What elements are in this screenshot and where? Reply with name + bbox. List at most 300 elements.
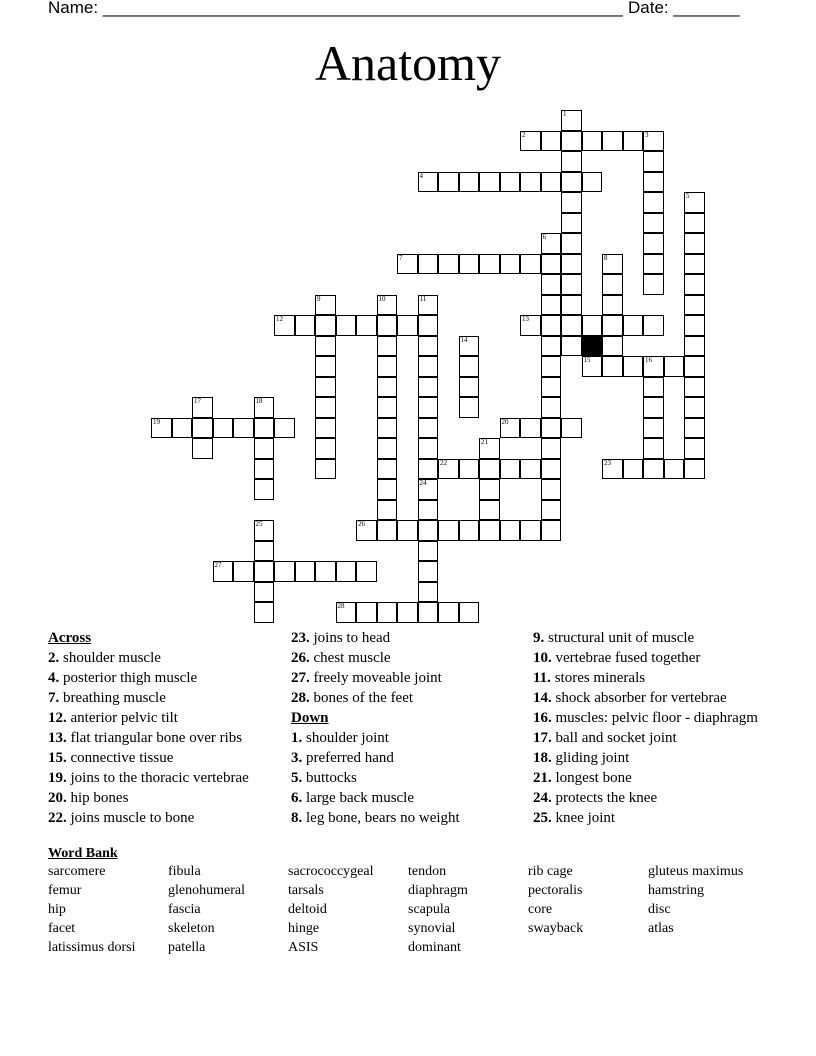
crossword-cell[interactable] (418, 418, 439, 439)
crossword-cell[interactable] (315, 377, 336, 398)
crossword-cell[interactable] (459, 254, 480, 275)
crossword-cell[interactable] (561, 336, 582, 357)
clue-item-text: connective tissue (66, 750, 174, 766)
clue-item-number: 27. (291, 670, 310, 686)
crossword-cell[interactable] (254, 438, 275, 459)
word-bank-word: swayback (528, 921, 584, 936)
crossword-cell[interactable] (418, 397, 439, 418)
word-bank-word: deltoid (288, 902, 327, 917)
clue-number: 17 (194, 397, 201, 405)
clue-item-number: 2. (48, 650, 60, 666)
word-bank-word: rib cage (528, 864, 573, 879)
crossword-cell[interactable] (377, 356, 398, 377)
word-bank-word: tendon (408, 864, 447, 879)
crossword-cell[interactable] (418, 459, 439, 480)
clue-item (533, 629, 773, 648)
crossword-cell[interactable] (459, 397, 480, 418)
clue-item-text: hip bones (66, 790, 129, 806)
crossword-cell[interactable] (377, 459, 398, 480)
clue-item (533, 769, 773, 788)
clue-number: 8 (604, 253, 608, 262)
clue-item (533, 649, 773, 668)
clue-item-text: vertebrae fused together (551, 650, 701, 666)
clue-number: 3 (645, 130, 649, 139)
clue-item-text: ball and socket joint (551, 730, 677, 746)
down-clue-list (291, 729, 541, 828)
crossword-cell[interactable] (643, 459, 664, 480)
clue-item-text: shock absorber for vertebrae (551, 690, 727, 706)
word-bank-word: latissimus dorsi (48, 940, 136, 955)
crossword-cell[interactable] (602, 274, 623, 295)
crossword-cell[interactable] (643, 418, 664, 439)
crossword-cell[interactable] (418, 254, 439, 275)
crossword-cell[interactable] (274, 418, 295, 439)
crossword-cell[interactable] (643, 192, 664, 213)
page-title: Anatomy (314, 35, 502, 91)
clue-item-number: 3. (291, 750, 303, 766)
crossword-cell[interactable] (336, 561, 357, 582)
crossword-cell[interactable] (541, 131, 562, 152)
crossword-cell[interactable] (684, 418, 705, 439)
clues-column-2 (291, 628, 541, 828)
clue-number: 16 (645, 356, 652, 364)
clue-item-text: longest bone (551, 770, 632, 786)
clue-item (291, 749, 541, 768)
clue-item (291, 789, 541, 808)
crossword-cell[interactable] (438, 172, 459, 193)
crossword-cell[interactable] (295, 315, 316, 336)
crossword-cell[interactable] (377, 397, 398, 418)
crossword-cell[interactable] (541, 418, 562, 439)
clue-item-number: 10. (533, 650, 552, 666)
crossword-cell[interactable] (254, 602, 275, 623)
crossword-cell[interactable] (684, 295, 705, 316)
crossword-cell[interactable] (500, 172, 521, 193)
crossword-cell[interactable] (561, 274, 582, 295)
crossword-cell[interactable] (438, 602, 459, 623)
crossword-cell[interactable] (397, 602, 418, 623)
clue-number: 6 (542, 233, 546, 241)
word-bank-word: synovial (408, 921, 456, 936)
clue-item-text: structural unit of muscle (544, 630, 695, 646)
crossword-block (582, 336, 603, 357)
crossword-cell[interactable] (643, 274, 664, 295)
crossword-cell[interactable] (684, 315, 705, 336)
clue-item (533, 709, 773, 728)
clue-item (48, 669, 298, 688)
clue-item-text: shoulder muscle (59, 650, 161, 666)
crossword-cell[interactable] (541, 520, 562, 541)
crossword-cell[interactable] (254, 418, 275, 439)
crossword-cell[interactable] (418, 602, 439, 623)
crossword-cell[interactable] (623, 459, 644, 480)
crossword-cell[interactable] (315, 397, 336, 418)
word-bank-title: Word Bank (48, 846, 118, 861)
clue-item-number: 18. (533, 750, 552, 766)
word-bank-word: fascia (168, 902, 201, 917)
crossword-cell[interactable] (520, 418, 541, 439)
clue-number: 18 (255, 397, 263, 405)
clue-item-number: 25. (533, 810, 552, 826)
crossword-cell[interactable] (520, 520, 541, 541)
clue-number: 15 (583, 356, 591, 364)
crossword-cell[interactable] (541, 377, 562, 398)
clue-item-text: leg bone, bears no weight (302, 810, 460, 826)
crossword-cell[interactable] (418, 315, 439, 336)
crossword-cell[interactable] (377, 520, 398, 541)
crossword-cell[interactable] (541, 172, 562, 193)
clue-item-number: 4. (48, 670, 60, 686)
crossword-cell[interactable] (315, 418, 336, 439)
clue-number: 26 (358, 520, 365, 528)
crossword-cell[interactable] (377, 602, 398, 623)
crossword-cell[interactable] (213, 418, 234, 439)
crossword-cell[interactable] (541, 438, 562, 459)
clue-item (291, 689, 541, 708)
clue-item-number: 17. (533, 730, 552, 746)
clue-number: 24 (419, 479, 427, 487)
crossword-cell[interactable] (418, 582, 439, 603)
word-bank-word: core (528, 902, 553, 917)
crossword-cell[interactable] (541, 397, 562, 418)
crossword-cell[interactable] (397, 520, 418, 541)
crossword-cell[interactable] (377, 418, 398, 439)
crossword-cell[interactable] (643, 172, 664, 193)
clue-item-number: 16. (533, 710, 552, 726)
crossword-cell[interactable] (684, 438, 705, 459)
crossword-cell[interactable] (561, 315, 582, 336)
clue-item-text: buttocks (302, 770, 357, 786)
crossword-cell[interactable] (377, 500, 398, 521)
crossword-cell[interactable] (233, 418, 254, 439)
clues-column-1 (48, 628, 298, 828)
crossword-cell[interactable] (643, 254, 664, 275)
crossword-cell[interactable] (500, 520, 521, 541)
word-bank-word: hamstring (648, 883, 704, 898)
crossword-cell[interactable] (561, 254, 582, 275)
clue-number: 27 (214, 561, 222, 569)
crossword-cell[interactable] (684, 233, 705, 254)
crossword-cell[interactable] (623, 131, 644, 152)
clue-item-number: 24. (533, 790, 552, 806)
clue-item-text: flat triangular bone over ribs (66, 730, 243, 746)
crossword-cell[interactable] (684, 459, 705, 480)
crossword-cell[interactable] (541, 479, 562, 500)
crossword-cell[interactable] (479, 254, 500, 275)
clue-item-text: joins to the thoracic vertebrae (66, 770, 249, 786)
crossword-cell[interactable] (254, 479, 275, 500)
clue-number: 25 (255, 520, 263, 528)
crossword-cell[interactable] (459, 356, 480, 377)
crossword-cell[interactable] (500, 459, 521, 480)
crossword-cell[interactable] (602, 131, 623, 152)
crossword-cell[interactable] (254, 582, 275, 603)
down-clue-list-continued (533, 629, 773, 828)
crossword-cell[interactable] (336, 315, 357, 336)
crossword-cell[interactable] (643, 397, 664, 418)
across-clue-list-continued (291, 629, 541, 708)
crossword-cell[interactable] (254, 459, 275, 480)
crossword-cell[interactable] (233, 561, 254, 582)
clue-item (291, 649, 541, 668)
crossword-cell[interactable] (541, 295, 562, 316)
crossword-cell[interactable] (541, 254, 562, 275)
clue-item-text: knee joint (551, 810, 616, 826)
crossword-cell[interactable] (643, 377, 664, 398)
crossword-cell[interactable] (295, 561, 316, 582)
crossword-cell[interactable] (582, 315, 603, 336)
clue-item (48, 649, 298, 668)
crossword-cell[interactable] (192, 418, 213, 439)
word-bank-word: hip (48, 902, 66, 917)
word-bank-word: ASIS (288, 940, 319, 955)
clue-number: 14 (460, 335, 468, 344)
crossword-cell[interactable] (315, 438, 336, 459)
word-bank-word: dominant (408, 940, 461, 955)
clue-item-number: 11. (533, 670, 551, 686)
clue-item (291, 769, 541, 788)
clue-item-text: bones of the feet (309, 690, 414, 706)
crossword-cell[interactable] (500, 254, 521, 275)
crossword-cell[interactable] (315, 561, 336, 582)
clue-item (48, 789, 298, 808)
clue-number: 23 (604, 458, 611, 467)
crossword-cell[interactable] (664, 459, 685, 480)
word-bank-word: fibula (168, 864, 201, 879)
clue-item-number: 13. (48, 730, 67, 746)
crossword-cell[interactable] (418, 561, 439, 582)
crossword-cell[interactable] (684, 336, 705, 357)
crossword-cell[interactable] (377, 438, 398, 459)
clue-item-number: 22. (48, 810, 67, 826)
crossword-cell[interactable] (643, 151, 664, 172)
crossword-cell[interactable] (561, 151, 582, 172)
crossword-cell[interactable] (479, 500, 500, 521)
clue-item-text: joins to head (309, 630, 391, 646)
clue-item-text: shoulder joint (302, 730, 389, 746)
clue-number: 4 (419, 171, 423, 180)
crossword-cell[interactable] (459, 602, 480, 623)
crossword-cell[interactable] (418, 438, 439, 459)
clue-number: 10 (378, 294, 386, 303)
crossword-cell[interactable] (520, 172, 541, 193)
crossword-cell[interactable] (418, 520, 439, 541)
crossword-cell[interactable] (602, 336, 623, 357)
clue-item-number: 9. (533, 630, 545, 646)
crossword-cell[interactable] (172, 418, 193, 439)
clue-item-number: 6. (291, 790, 303, 806)
clue-item-text: joins muscle to bone (66, 810, 195, 826)
clue-item (533, 789, 773, 808)
crossword-cell[interactable] (520, 459, 541, 480)
crossword-cell[interactable] (418, 500, 439, 521)
clue-item-number: 5. (291, 770, 303, 786)
crossword-cell[interactable] (541, 315, 562, 336)
crossword-cell[interactable] (356, 602, 377, 623)
clue-number: 5 (686, 192, 690, 200)
crossword-cell[interactable] (459, 459, 480, 480)
clue-item (48, 769, 298, 788)
clue-item-number: 26. (291, 650, 310, 666)
clue-item (48, 709, 298, 728)
crossword-cell[interactable] (684, 254, 705, 275)
crossword-cell[interactable] (684, 397, 705, 418)
crossword-cell[interactable] (418, 356, 439, 377)
crossword-cell[interactable] (602, 295, 623, 316)
clue-item-text: breathing muscle (59, 690, 166, 706)
crossword-cell[interactable] (623, 315, 644, 336)
clue-item-text: preferred hand (302, 750, 394, 766)
crossword-cell[interactable] (479, 459, 500, 480)
crossword-cell[interactable] (561, 233, 582, 254)
clue-item-number: 23. (291, 630, 310, 646)
clue-number: 12 (276, 315, 283, 323)
crossword-cell[interactable] (561, 295, 582, 316)
crossword-cell[interactable] (582, 131, 603, 152)
clue-number: 13 (522, 315, 529, 323)
crossword-cell[interactable] (664, 356, 685, 377)
crossword-cell[interactable] (397, 315, 418, 336)
clue-item-text: anterior pelvic tilt (66, 710, 178, 726)
across-clue-list (48, 649, 298, 828)
word-bank-word: disc (648, 902, 671, 917)
crossword-cell[interactable] (377, 479, 398, 500)
clue-number: 20 (501, 417, 509, 426)
word-bank-word: hinge (288, 921, 320, 936)
word-bank-word: femur (48, 883, 82, 898)
word-bank-word: gluteus maximus (648, 864, 744, 879)
clue-item-number: 19. (48, 770, 67, 786)
crossword-cell[interactable] (561, 192, 582, 213)
clue-item (291, 629, 541, 648)
crossword-cell[interactable] (561, 213, 582, 234)
crossword-cell[interactable] (315, 356, 336, 377)
down-heading: Down (291, 710, 329, 726)
word-bank-word: sarcomere (48, 864, 106, 879)
clue-number: 7 (399, 253, 403, 262)
clue-item-text: posterior thigh muscle (59, 670, 198, 686)
clue-item-text: gliding joint (551, 750, 630, 766)
crossword-cell[interactable] (684, 356, 705, 377)
clue-item (48, 749, 298, 768)
clue-number: 28 (337, 602, 345, 610)
crossword-cell[interactable] (315, 336, 336, 357)
clue-number: 2 (522, 130, 526, 139)
crossword-cell[interactable] (438, 254, 459, 275)
crossword-cell[interactable] (643, 438, 664, 459)
crossword-cell[interactable] (254, 541, 275, 562)
clue-number: 21 (481, 438, 488, 446)
crossword-cell[interactable] (684, 377, 705, 398)
crossword-cell[interactable] (254, 561, 275, 582)
crossword-cell[interactable] (643, 213, 664, 234)
crossword-cell[interactable] (459, 172, 480, 193)
crossword-cell[interactable] (520, 254, 541, 275)
name-label: Name: (48, 0, 99, 17)
crossword-cell[interactable] (561, 131, 582, 152)
crossword-cell[interactable] (192, 438, 213, 459)
crossword-cell[interactable] (356, 561, 377, 582)
crossword-cell[interactable] (541, 274, 562, 295)
clue-number: 9 (317, 294, 321, 303)
crossword-cell[interactable] (623, 356, 644, 377)
crossword-cell[interactable] (602, 356, 623, 377)
clue-item (48, 689, 298, 708)
crossword-cell[interactable] (315, 459, 336, 480)
clue-item (291, 669, 541, 688)
word-bank-word: sacrococcygeal (288, 864, 374, 879)
crossword-cell[interactable] (418, 541, 439, 562)
crossword-cell[interactable] (479, 172, 500, 193)
clue-item-number: 28. (291, 690, 310, 706)
date-line: _______ (673, 0, 740, 17)
clue-item-text: chest muscle (309, 650, 391, 666)
crossword-cell[interactable] (541, 459, 562, 480)
clue-item-number: 8. (291, 810, 303, 826)
crossword-cell[interactable] (602, 315, 623, 336)
clue-item-number: 1. (291, 730, 303, 746)
word-bank-word: patella (168, 940, 206, 955)
clue-number: 22 (440, 458, 447, 467)
clue-number: 1 (563, 110, 567, 118)
crossword-cell[interactable] (377, 377, 398, 398)
clue-item-text: freely moveable joint (309, 670, 442, 686)
clue-number: 11 (419, 294, 427, 303)
crossword-cell[interactable] (479, 520, 500, 541)
crossword-cell[interactable] (541, 336, 562, 357)
crossword-cell[interactable] (643, 315, 664, 336)
clue-item-text: muscles: pelvic floor - diaphragm (551, 710, 758, 726)
across-heading: Across (48, 630, 92, 646)
crossword-cell[interactable] (438, 520, 459, 541)
crossword-cell[interactable] (315, 315, 336, 336)
crossword-cell[interactable] (274, 561, 295, 582)
crossword-cell[interactable] (418, 336, 439, 357)
crossword-cell[interactable] (541, 356, 562, 377)
crossword-cell[interactable] (459, 520, 480, 541)
crossword-cell[interactable] (377, 315, 398, 336)
crossword-cell[interactable] (541, 500, 562, 521)
clue-item-number: 14. (533, 690, 552, 706)
crossword-cell[interactable] (479, 479, 500, 500)
clue-item (533, 689, 773, 708)
name-line: _______________________________________________________ (102, 0, 623, 17)
word-bank-word: pectoralis (528, 883, 583, 898)
clue-item-number: 12. (48, 710, 67, 726)
clue-item-number: 15. (48, 750, 67, 766)
crossword-cell[interactable] (356, 315, 377, 336)
word-bank-word: facet (48, 921, 76, 936)
clue-number: 19 (153, 417, 160, 426)
crossword-cell[interactable] (377, 336, 398, 357)
crossword-cell[interactable] (582, 172, 603, 193)
crossword-cell[interactable] (418, 377, 439, 398)
word-bank-word: diaphragm (408, 883, 468, 898)
clue-item-text: large back muscle (302, 790, 415, 806)
crossword-cell[interactable] (684, 274, 705, 295)
crossword-cell[interactable] (643, 233, 664, 254)
crossword-cell[interactable] (459, 377, 480, 398)
crossword-cell[interactable] (684, 213, 705, 234)
clue-item (533, 669, 773, 688)
clue-item (291, 809, 541, 828)
clue-item-number: 21. (533, 770, 552, 786)
clue-item-number: 7. (48, 690, 60, 706)
crossword-cell[interactable] (561, 172, 582, 193)
word-bank-word: atlas (648, 921, 674, 936)
word-bank-word: tarsals (288, 883, 324, 898)
crossword-cell[interactable] (561, 418, 582, 439)
